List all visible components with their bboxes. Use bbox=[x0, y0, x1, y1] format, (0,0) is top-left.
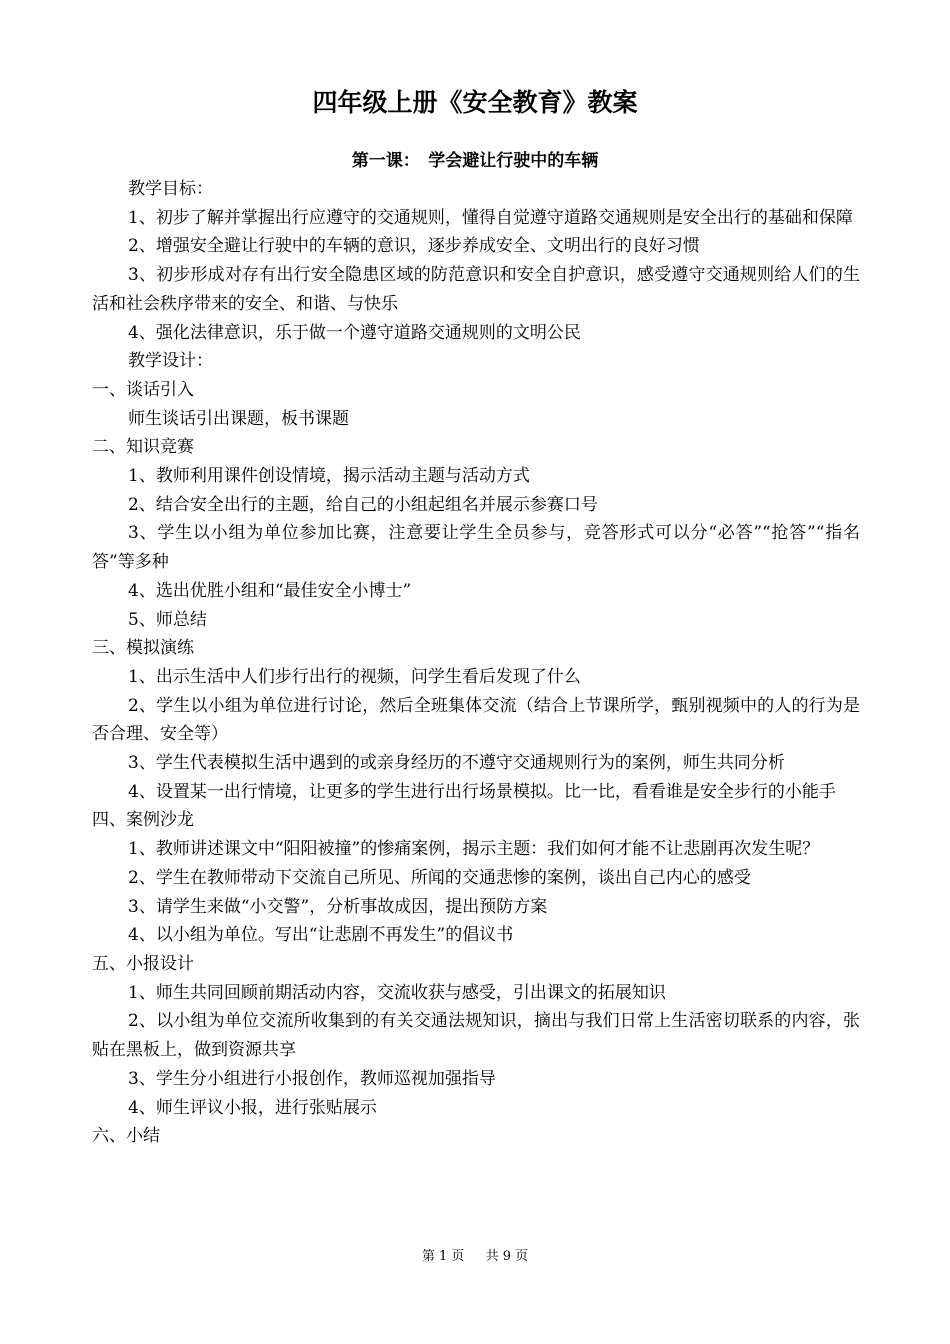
objective-item: 2、增强安全避让行驶中的车辆的意识，逐步养成安全、文明出行的良好习惯 bbox=[128, 236, 700, 257]
section-heading: 一、谈话引入 bbox=[92, 379, 194, 400]
step-item: 1、教师讲述课文中“阳阳被撞”的惨痛案例，揭示主题：我们如何才能不让悲剧再次发生呢？ bbox=[128, 839, 820, 860]
step-item: 5、师总结 bbox=[128, 609, 207, 630]
step-item: 4、选出优胜小组和“最佳安全小博士” bbox=[128, 580, 412, 601]
section-heading: 六、小结 bbox=[92, 1126, 160, 1147]
step-item: 2、学生以小组为单位进行讨论，然后全班集体交流（结合上节课所学，甄别视频中的人的行为是否合理、安全等） bbox=[92, 695, 860, 745]
section-heading: 二、知识竞赛 bbox=[92, 437, 194, 458]
step-item: 4、设置某一出行情境，让更多的学生进行出行场景模拟。比一比，看看谁是安全步行的小能手 bbox=[128, 781, 836, 802]
section-heading: 四、案例沙龙 bbox=[92, 810, 194, 831]
step-item: 3、请学生来做“小交警”，分析事故成因，提出预防方案 bbox=[128, 896, 548, 917]
lesson-title: 第一课： 学会避让行驶中的车辆 bbox=[351, 151, 599, 171]
step-item: 2、学生在教师带动下交流自己所见、所闻的交通悲惨的案例，谈出自己内心的感受 bbox=[128, 867, 751, 888]
section-label-objectives: 教学目标： bbox=[128, 179, 213, 199]
objective-item: 1、初步了解并掌握出行应遵守的交通规则，懂得自觉遵守道路交通规则是安全出行的基础和保障 bbox=[128, 207, 853, 228]
page-footer: 第 1 页 共 9 页 bbox=[421, 1249, 529, 1264]
section-label-design: 教学设计： bbox=[128, 351, 213, 372]
step-item: 4、以小组为单位。写出“让悲剧不再发生”的倡议书 bbox=[128, 925, 514, 946]
step-item: 3、学生以小组为单位参加比赛，注意要让学生全员参与，竞答形式可以分“必答”“抢答”“指名答”等多种 bbox=[92, 523, 860, 573]
section-heading: 五、小报设计 bbox=[92, 953, 194, 974]
step-item: 4、师生评议小报，进行张贴展示 bbox=[128, 1097, 377, 1118]
step-item: 师生谈话引出课题，板书课题 bbox=[128, 408, 349, 429]
document-title: 四年级上册《安全教育》教案 bbox=[312, 88, 638, 117]
step-item: 1、出示生活中人们步行出行的视频，问学生看后发现了什么 bbox=[128, 666, 581, 687]
step-item: 1、师生共同回顾前期活动内容，交流收获与感受，引出课文的拓展知识 bbox=[128, 982, 666, 1003]
objective-item: 4、强化法律意识，乐于做一个遵守道路交通规则的文明公民 bbox=[128, 322, 581, 343]
step-item: 2、结合安全出行的主题，给自己的小组起组名并展示参赛口号 bbox=[128, 494, 598, 515]
step-item: 2、以小组为单位交流所收集到的有关交通法规知识，摘出与我们日常上生活密切联系的内容，张贴在黑板上，做到资源共享 bbox=[92, 1011, 860, 1061]
step-item: 1、教师利用课件创设情境，揭示活动主题与活动方式 bbox=[128, 466, 530, 487]
document-body bbox=[92, 175, 860, 1151]
step-item: 3、学生分小组进行小报创作，教师巡视加强指导 bbox=[128, 1068, 496, 1089]
step-item: 3、学生代表模拟生活中遇到的或亲身经历的不遵守交通规则行为的案例，师生共同分析 bbox=[128, 753, 785, 774]
section-heading: 三、模拟演练 bbox=[92, 638, 194, 659]
objective-item: 3、初步形成对存有出行安全隐患区域的防范意识和安全自护意识，感受遵守交通规则给人们的生活和社会秩序带来的安全、和谐、与快乐 bbox=[92, 265, 860, 314]
